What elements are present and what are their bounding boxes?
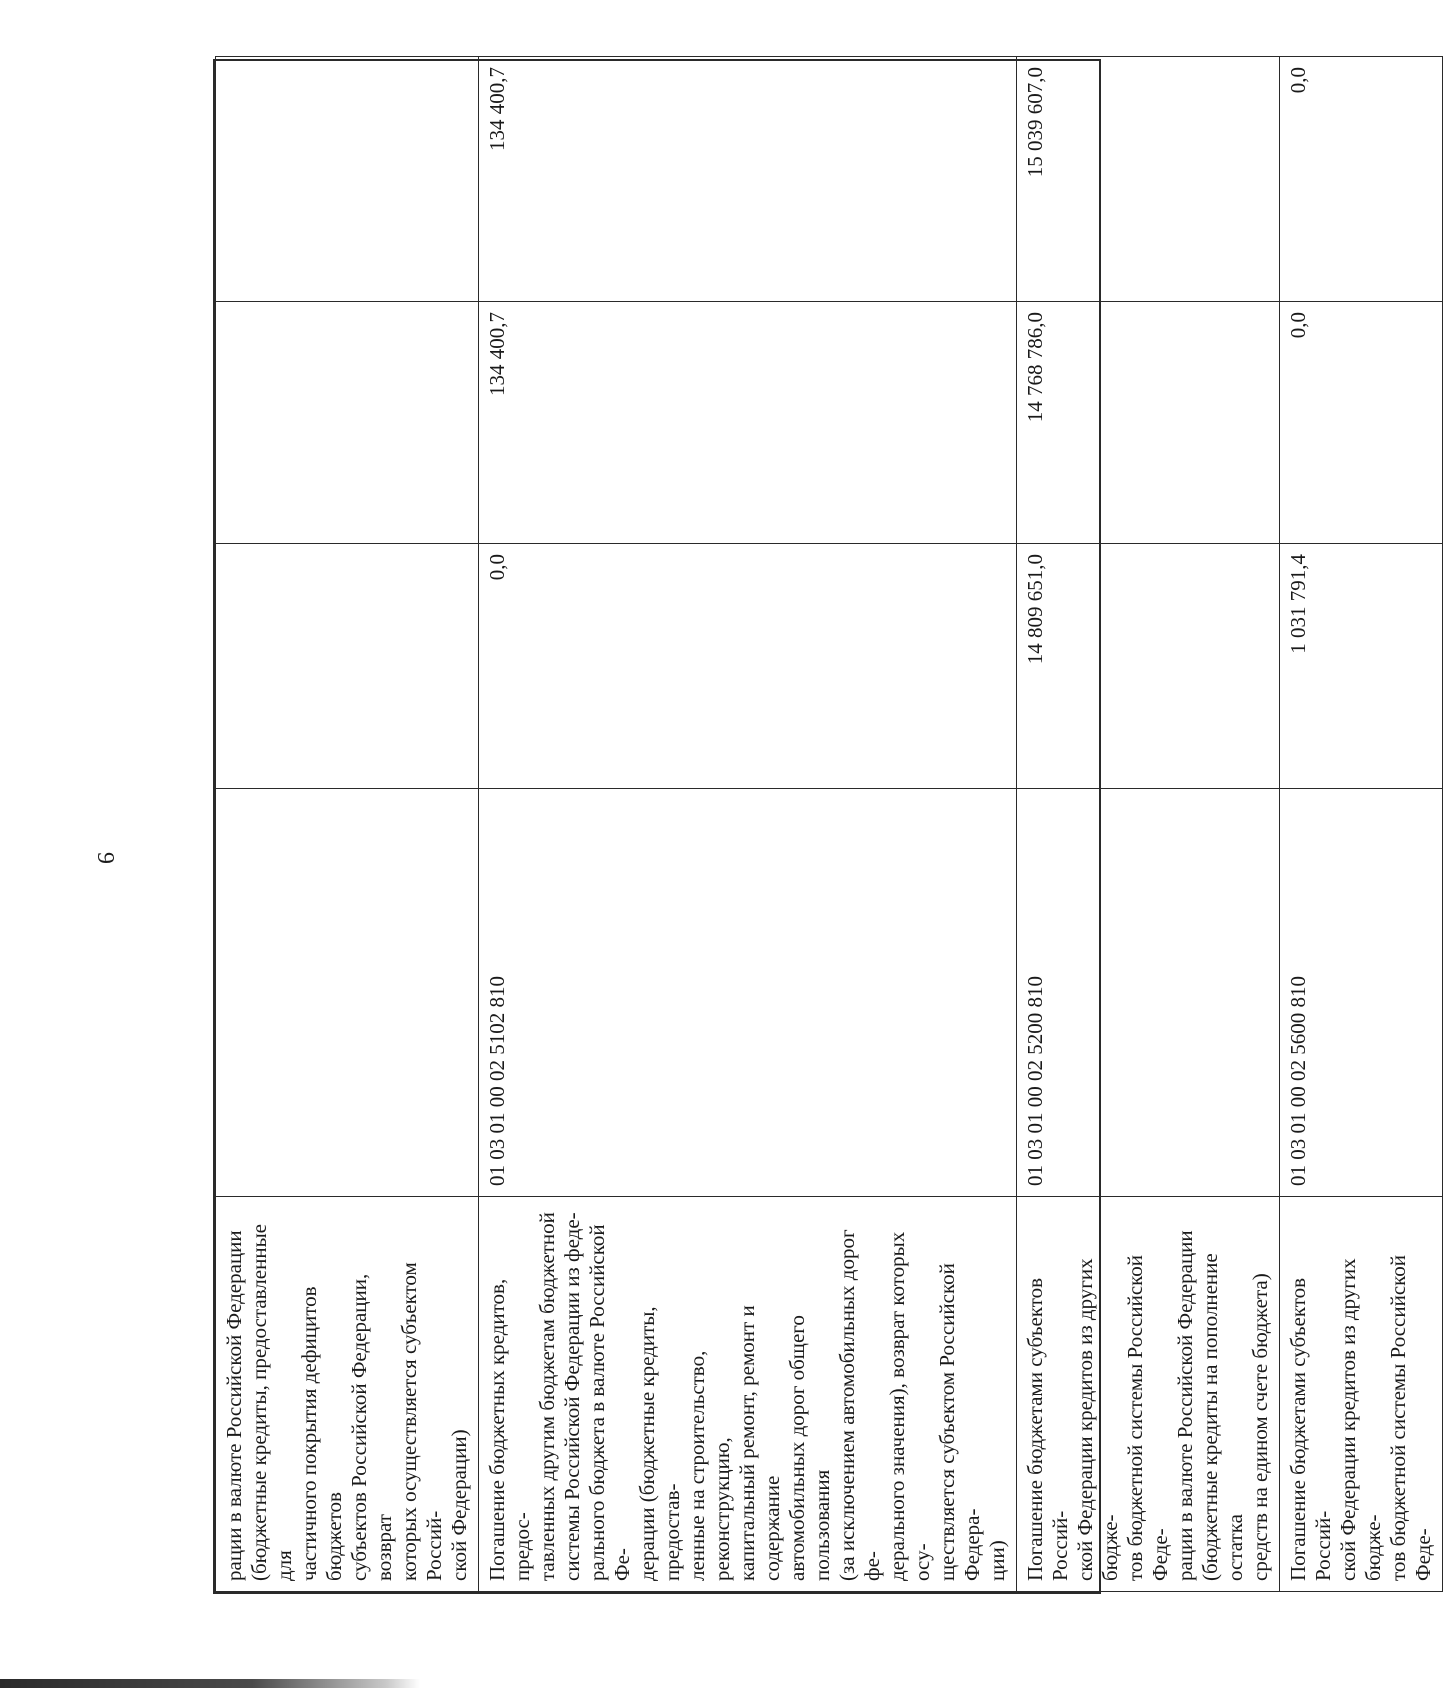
row-code	[216, 789, 479, 1197]
table-row	[216, 57, 479, 1592]
row-code: 01 03 01 00 02 5200 810	[1017, 789, 1280, 1197]
table-row	[1017, 57, 1280, 1592]
row-value-2	[216, 302, 479, 544]
table-row	[479, 57, 1017, 1592]
row-description: рации в валюте Российской Федерации (бюджетные кредиты, предоставленные для частичного покрытия дефицитов бюджетов субъектов Российской Федерации, возврат которых осуществляется субъектом Россий- ской Федерации)	[216, 1197, 479, 1592]
row-value-3: 0,0	[1280, 57, 1443, 302]
row-description: Погашение бюджетных кредитов, предос- тавленных другим бюджетам бюджетной системы Российской Федерации из феде- рального бюджета в валюте Российской Фе- дерации (бюджетные кредиты, предостав- ленные на строительство, реконструкцию, капитальный ремонт, ремонт и содержание автомобильных дорог общего пользования (за исключением автомобильных дорог фе- дерального значения), возврат которых осу- ществляется субъектом Российской Федера- ции)	[479, 1197, 1017, 1592]
row-code: 01 03 01 00 02 5600 810	[1280, 789, 1443, 1197]
row-value-2: 14 768 786,0	[1017, 302, 1280, 544]
row-value-2: 0,0	[1280, 302, 1443, 544]
row-value-2: 134 400,7	[479, 302, 1017, 544]
row-value-3	[216, 57, 479, 302]
page-number: 9	[92, 852, 118, 864]
row-description: Погашение бюджетами субъектов Россий- ской Федерации кредитов из других бюдже- тов бюджетной системы Российской Феде-	[1280, 1197, 1443, 1592]
row-code: 01 03 01 00 02 5102 810	[479, 789, 1017, 1197]
budget-table-grid	[215, 56, 1443, 1592]
table-row	[1280, 57, 1443, 1592]
scan-edge-artifact	[0, 1679, 420, 1688]
row-value-1	[216, 544, 479, 789]
row-value-1: 0,0	[479, 544, 1017, 789]
row-description: Погашение бюджетами субъектов Россий- ской Федерации кредитов из других бюдже- тов бюджетной системы Российской Феде- рации в валюте Российской Федерации (бюджетные кредиты на пополнение остатка средств на едином счете бюджета)	[1017, 1197, 1280, 1592]
row-value-3: 134 400,7	[479, 57, 1017, 302]
row-value-1: 1 031 791,4	[1280, 544, 1443, 789]
row-value-3: 15 039 607,0	[1017, 57, 1280, 302]
budget-table	[213, 59, 1435, 1594]
row-value-1: 14 809 651,0	[1017, 544, 1280, 789]
